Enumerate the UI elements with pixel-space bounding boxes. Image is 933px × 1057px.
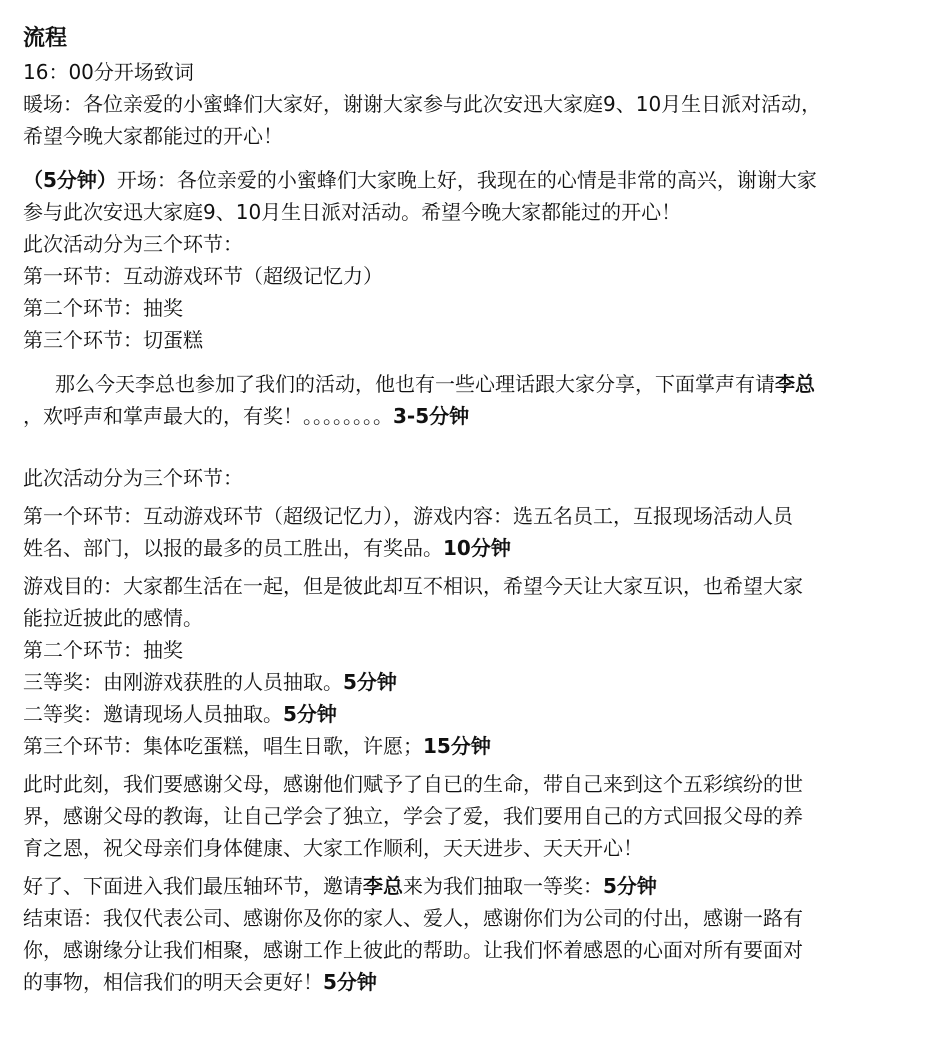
document-body <box>23 22 923 998</box>
closing-duration: 5分钟 <box>323 970 377 994</box>
opening-time-line: 16：00分开场致词 <box>23 60 194 84</box>
sections-intro: 此次活动分为三个环节： <box>23 232 243 256</box>
opening-duration: （5分钟） <box>23 168 117 192</box>
speech-line-2 <box>23 400 923 432</box>
opening-line-2: 参与此次安迅大家庭9、10月生日派对活动。希望今晚大家都能过的开心！ <box>23 200 682 224</box>
third-prize-text: 三等奖：由刚游戏获胜的人员抽取。 <box>23 670 343 694</box>
first-prize-duration: 5分钟 <box>603 874 657 898</box>
first-prize-text-2: 来为我们抽取一等奖： <box>403 874 603 898</box>
second-prize-duration: 5分钟 <box>283 702 337 726</box>
section-3: 第三个环节：切蛋糕 <box>23 328 203 352</box>
second-prize-line <box>23 698 923 730</box>
warmup-line-2: 希望今晚大家都能过的开心！ <box>23 124 283 148</box>
section-2: 第二个环节：抽奖 <box>23 296 183 320</box>
cake-text: 第三个环节：集体吃蛋糕，唱生日歌，许愿； <box>23 734 423 758</box>
thanks-line-2: 界，感谢父母的教诲，让自己学会了独立，学会了爱，我们要用自己的方式回报父母的养 <box>23 804 803 828</box>
closing-line-2: 你，感谢缘分让我们相聚，感谢工作上彼此的帮助。让我们怀着感恩的心面对所有要面对 <box>23 938 803 962</box>
game-purpose-1: 游戏目的：大家都生活在一起，但是彼此却互不相识，希望今天让大家互识，也希望大家 <box>23 574 803 598</box>
speech-line-1 <box>23 368 923 400</box>
section-1: 第一环节：互动游戏环节（超级记忆力） <box>23 264 383 288</box>
game-text: 姓名、部门，以报的最多的员工胜出，有奖品。 <box>23 536 443 560</box>
first-prize-presenter: 李总 <box>363 874 403 898</box>
game-duration: 10分钟 <box>443 536 511 560</box>
speech-duration: 3-5分钟 <box>393 404 470 428</box>
cake-duration: 15分钟 <box>423 734 491 758</box>
third-prize-duration: 5分钟 <box>343 670 397 694</box>
game-purpose-2: 能拉近披此的感情。 <box>23 606 203 630</box>
opening-line-1 <box>23 164 923 196</box>
closing-line-1: 结束语：我仅代表公司、感谢你及你的家人、爱人，感谢你们为公司的付出，感谢一路有 <box>23 906 803 930</box>
opening-text: 开场：各位亲爱的小蜜蜂们大家晚上好，我现在的心情是非常的高兴，谢谢大家 <box>116 168 817 192</box>
closing-text: 的事物，相信我们的明天会更好！ <box>23 970 323 994</box>
speech-text: 那么今天李总也参加了我们的活动，他也有一些心理话跟大家分享，下面掌声有请 <box>55 372 775 396</box>
sections-intro-2: 此次活动分为三个环节： <box>23 466 243 490</box>
closing-line-3 <box>23 966 923 998</box>
speech-text-2: ，欢呼声和掌声最大的，有奖！。。。。。。。。 <box>23 404 393 428</box>
first-prize-text-1: 好了、下面进入我们最压轴环节，邀请 <box>23 874 363 898</box>
third-prize-line <box>23 666 923 698</box>
second-prize-text: 二等奖：邀请现场人员抽取。 <box>23 702 283 726</box>
thanks-line-3: 育之恩，祝父母亲们身体健康、大家工作顺利，天天进步、天天开心！ <box>23 836 643 860</box>
thanks-line-1: 此时此刻，我们要感谢父母，感谢他们赋予了自已的生命，带自己来到这个五彩缤纷的世 <box>23 772 803 796</box>
doc-title: 流程 <box>23 26 68 51</box>
first-prize-line <box>23 870 923 902</box>
speaker-name: 李总 <box>775 372 815 396</box>
cake-line <box>23 730 923 762</box>
lottery-section: 第二个环节：抽奖 <box>23 638 183 662</box>
game-line-2 <box>23 532 923 564</box>
game-line-1: 第一个环节：互动游戏环节（超级记忆力），游戏内容：选五名员工，互报现场活动人员 <box>23 504 793 528</box>
warmup-line-1: 暖场：各位亲爱的小蜜蜂们大家好，谢谢大家参与此次安迅大家庭9、10月生日派对活动， <box>23 92 822 116</box>
